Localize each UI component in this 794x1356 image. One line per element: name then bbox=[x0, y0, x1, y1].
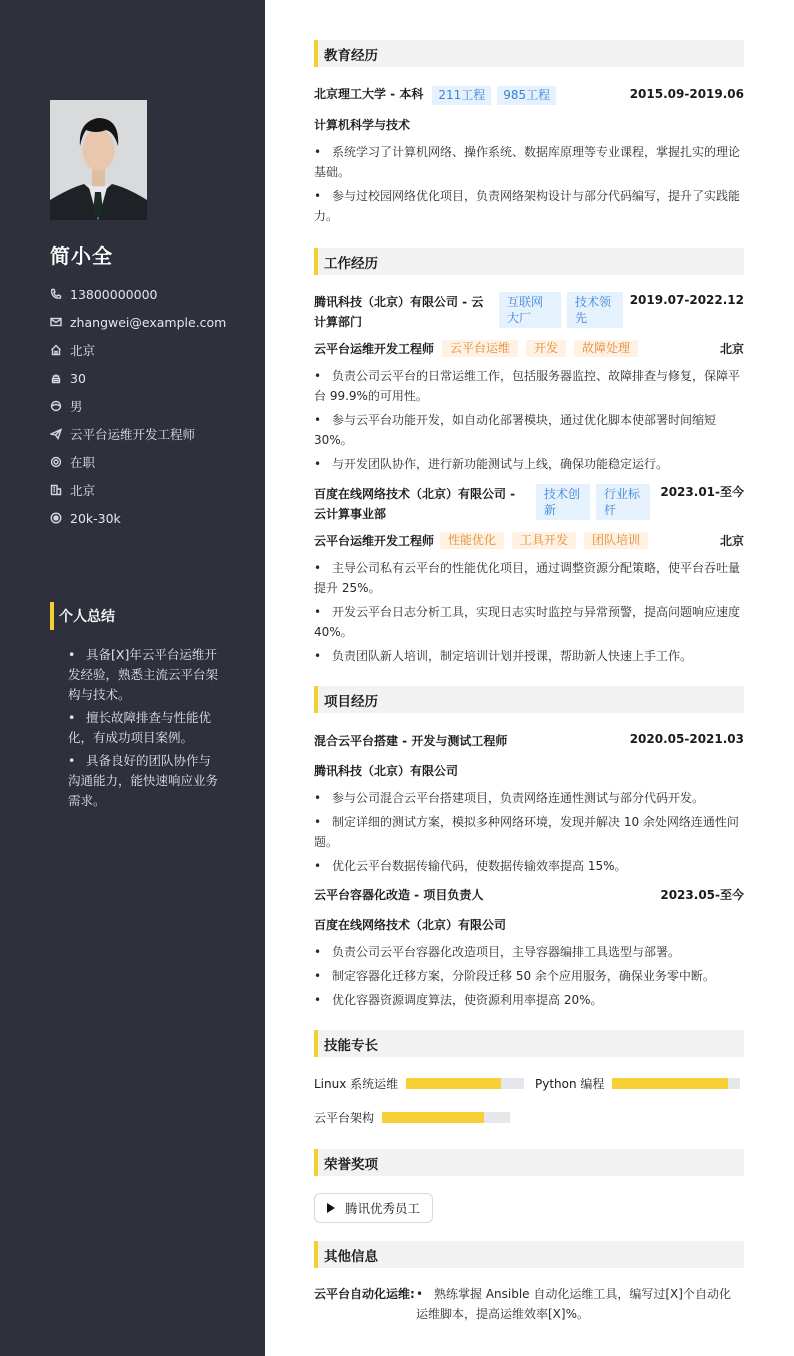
role-tag: 工具开发 bbox=[512, 532, 576, 549]
job-header-row bbox=[314, 484, 744, 524]
major: 计算机科学与技术 bbox=[314, 118, 411, 132]
section-heading-education: 教育经历 bbox=[314, 40, 744, 67]
project-name: 混合云平台搭建 - 开发与测试工程师 bbox=[314, 734, 508, 748]
work-section bbox=[314, 248, 744, 666]
gender-value: 男 bbox=[70, 399, 83, 414]
summary-item: • 具备良好的团队协作与沟通能力，能快速响应业务需求。 bbox=[68, 751, 218, 811]
mail-icon bbox=[50, 316, 62, 328]
other-label: 云平台自动化运维: bbox=[314, 1287, 415, 1301]
project-header-row bbox=[314, 886, 744, 903]
phone-value: 13800000000 bbox=[70, 286, 158, 302]
job-header-row bbox=[314, 292, 744, 332]
section-heading-other: 其他信息 bbox=[314, 1241, 744, 1268]
education-bullets bbox=[314, 142, 744, 226]
project-company: 腾讯科技（北京）有限公司 bbox=[314, 764, 459, 778]
other-bullets bbox=[416, 1284, 736, 1328]
company-tag: 技术创新 bbox=[536, 484, 590, 520]
company-group bbox=[314, 292, 623, 332]
school-name: 北京理工大学 - 本科 bbox=[314, 87, 424, 101]
other-bullet: • 熟练掌握 Ansible 自动化运维工具，编写过[X]个自动化运维脚本，提高运维效率[X]%。 bbox=[416, 1284, 736, 1324]
job-bullet: • 开发云平台日志分析工具，实现日志实时监控与异常预警，提高问题响应速度 40%。 bbox=[314, 602, 744, 642]
building-icon bbox=[50, 484, 62, 496]
role-tag: 性能优化 bbox=[440, 532, 504, 549]
skill-bar bbox=[382, 1112, 510, 1123]
salary-value: 20k-30k bbox=[70, 510, 121, 526]
awards-section bbox=[314, 1149, 744, 1223]
info-phone bbox=[50, 280, 250, 308]
role-tag: 开发 bbox=[526, 340, 566, 357]
location-value: 北京 bbox=[70, 343, 96, 358]
heading-accent-bar bbox=[50, 602, 54, 630]
gender-icon bbox=[50, 400, 62, 412]
play-triangle-icon bbox=[327, 1203, 335, 1213]
skill-item bbox=[314, 1075, 535, 1092]
project-bullet: • 负责公司云平台容器化改造项目，主导容器编排工具选型与部署。 bbox=[314, 942, 744, 962]
skills-row bbox=[314, 1075, 744, 1092]
projects-section bbox=[314, 686, 744, 1010]
phone-icon bbox=[50, 288, 62, 300]
home-icon bbox=[50, 344, 62, 356]
project-period: 2023.05-至今 bbox=[660, 888, 744, 902]
job-city: 北京 bbox=[719, 342, 744, 356]
other-section bbox=[314, 1241, 744, 1328]
project-bullets bbox=[314, 788, 744, 876]
company-tag: 技术领先 bbox=[567, 292, 623, 328]
company-name: 腾讯科技（北京）有限公司 - 云计算部门 bbox=[314, 295, 484, 329]
role-group bbox=[314, 340, 638, 357]
company-tag: 行业标杆 bbox=[596, 484, 650, 520]
job-bullets bbox=[314, 366, 744, 474]
project-bullets bbox=[314, 942, 744, 1010]
summary-item: • 具备[X]年云平台运维开发经验，熟悉主流云平台架构与技术。 bbox=[68, 645, 218, 705]
job-bullet: • 负责公司云平台的日常运维工作，包括服务器监控、故障排查与修复，保障平台 99.9%的可用性。 bbox=[314, 366, 744, 406]
job-city: 北京 bbox=[719, 534, 744, 548]
project-bullet: • 制定容器化迁移方案，分阶段迁移 50 余个应用服务，确保业务零中断。 bbox=[314, 966, 744, 986]
section-heading-projects: 项目经历 bbox=[314, 686, 744, 713]
company-name: 百度在线网络技术（北京）有限公司 - 云计算事业部 bbox=[314, 487, 516, 521]
project-bullet: • 制定详细的测试方案，模拟多种网络环境，发现并解决 10 余处网络连通性问题。 bbox=[314, 812, 744, 852]
role-title: 云平台运维开发工程师 bbox=[314, 534, 435, 548]
education-section bbox=[314, 40, 744, 226]
avatar-photo bbox=[50, 100, 147, 220]
job-bullet: • 与开发团队协作，进行新功能测试与上线，确保功能稳定运行。 bbox=[314, 454, 744, 474]
section-heading-work: 工作经历 bbox=[314, 248, 744, 275]
job-bullet: • 主导公司私有云平台的性能优化项目，通过调整资源分配策略，使平台吞吐量提升 25%。 bbox=[314, 558, 744, 598]
job-period: 2019.07-2022.12 bbox=[629, 293, 744, 307]
contact-info-list bbox=[50, 280, 250, 532]
status-icon bbox=[50, 456, 62, 468]
role-row bbox=[314, 340, 744, 357]
skill-bar-fill bbox=[612, 1078, 727, 1089]
job-bullet: • 负责团队新人培训，制定培训计划并授课，帮助新人快速上手工作。 bbox=[314, 646, 744, 666]
info-email bbox=[50, 308, 250, 336]
project-bullet: • 优化容器资源调度算法，使资源利用率提高 20%。 bbox=[314, 990, 744, 1010]
summary-list bbox=[68, 645, 218, 814]
info-gender bbox=[50, 392, 250, 420]
skill-name: Linux 系统运维 bbox=[314, 1077, 399, 1091]
info-position bbox=[50, 420, 250, 448]
skill-item bbox=[535, 1075, 740, 1092]
skill-name: 云平台架构 bbox=[314, 1111, 375, 1125]
project-bullet: • 优化云平台数据传输代码，使数据传输效率提高 15%。 bbox=[314, 856, 744, 876]
info-status bbox=[50, 448, 250, 476]
project-company: 百度在线网络技术（北京）有限公司 bbox=[314, 918, 507, 932]
awards-list bbox=[314, 1193, 744, 1223]
role-tag: 故障处理 bbox=[574, 340, 638, 357]
portrait-image bbox=[50, 100, 147, 220]
role-tag: 云平台运维 bbox=[442, 340, 518, 357]
skill-bar-fill bbox=[382, 1112, 484, 1123]
skill-item bbox=[314, 1109, 510, 1126]
status-value: 在职 bbox=[70, 455, 96, 470]
award-item[interactable] bbox=[314, 1193, 433, 1223]
info-salary bbox=[50, 504, 250, 532]
sidebar bbox=[0, 0, 265, 1356]
other-item bbox=[314, 1284, 744, 1328]
summary-heading bbox=[50, 602, 115, 630]
skill-bar bbox=[406, 1078, 524, 1089]
section-heading-skills: 技能专长 bbox=[314, 1030, 744, 1057]
position-value: 云平台运维开发工程师 bbox=[70, 427, 196, 442]
project-header-row bbox=[314, 732, 744, 749]
job-bullets bbox=[314, 558, 744, 666]
education-bullet: • 系统学习了计算机网络、操作系统、数据库原理等专业课程，掌握扎实的理论基础。 bbox=[314, 142, 744, 182]
skills-row bbox=[314, 1109, 744, 1126]
age-value: 30 bbox=[70, 370, 86, 386]
skill-bar-fill bbox=[406, 1078, 500, 1089]
main-content bbox=[314, 40, 744, 1328]
skills-section bbox=[314, 1030, 744, 1126]
school-tag: 211工程 bbox=[432, 86, 491, 105]
skill-bar bbox=[612, 1078, 740, 1089]
skill-name: Python 编程 bbox=[535, 1077, 605, 1091]
summary-title: 个人总结 bbox=[59, 609, 115, 625]
salary-icon bbox=[50, 512, 62, 524]
award-label: 腾讯优秀员工 bbox=[345, 1201, 421, 1216]
school-tag: 985工程 bbox=[497, 86, 556, 105]
education-bullet: • 参与过校园网络优化项目，负责网络架构设计与部分代码编写，提升了实践能力。 bbox=[314, 186, 744, 226]
role-tag: 团队培训 bbox=[584, 532, 648, 549]
job-entry bbox=[314, 292, 744, 474]
company-tag: 互联网大厂 bbox=[499, 292, 561, 328]
candidate-name: 简小全 bbox=[50, 244, 113, 268]
job-period: 2023.01-至今 bbox=[660, 485, 744, 499]
project-period: 2020.05-2021.03 bbox=[629, 732, 744, 746]
education-header-row bbox=[314, 86, 744, 105]
info-age bbox=[50, 364, 250, 392]
send-icon bbox=[50, 428, 62, 440]
info-location bbox=[50, 336, 250, 364]
role-row bbox=[314, 532, 744, 549]
school-group bbox=[314, 86, 556, 105]
role-group bbox=[314, 532, 648, 549]
project-entry bbox=[314, 886, 744, 1010]
work-city-value: 北京 bbox=[70, 483, 96, 498]
project-name: 云平台容器化改造 - 项目负责人 bbox=[314, 888, 484, 902]
job-bullet: • 参与云平台功能开发，如自动化部署模块，通过优化脚本使部署时间缩短 30%。 bbox=[314, 410, 744, 450]
age-icon bbox=[50, 372, 62, 384]
section-heading-awards: 荣誉奖项 bbox=[314, 1149, 744, 1176]
info-work-city bbox=[50, 476, 250, 504]
project-entry bbox=[314, 732, 744, 876]
project-bullet: • 参与公司混合云平台搭建项目，负责网络连通性测试与部分代码开发。 bbox=[314, 788, 744, 808]
education-period: 2015.09-2019.06 bbox=[629, 87, 744, 101]
email-value: zhangwei@example.com bbox=[70, 314, 227, 330]
company-group bbox=[314, 484, 650, 524]
job-entry bbox=[314, 484, 744, 666]
role-title: 云平台运维开发工程师 bbox=[314, 342, 435, 356]
summary-item: • 擅长故障排查与性能优化，有成功项目案例。 bbox=[68, 708, 218, 748]
